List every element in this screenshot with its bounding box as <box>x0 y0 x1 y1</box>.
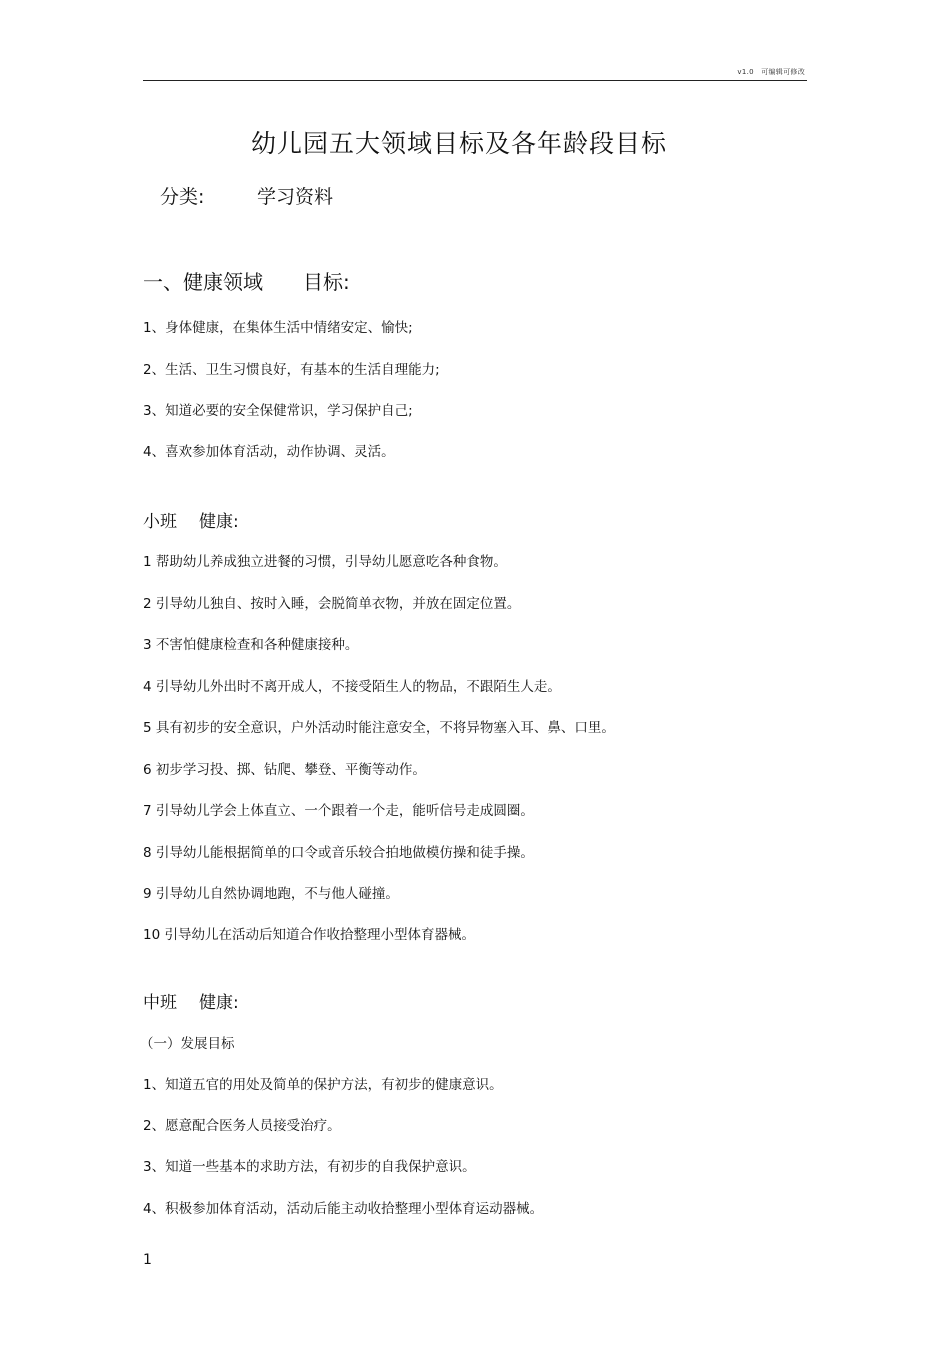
health-section-heading <box>143 266 350 295</box>
small-class-item: 9 引导幼儿自然协调地跑，不与他人碰撞。 <box>143 886 399 902</box>
health-goal-item: 1、身体健康，在集体生活中情绪安定、愉快; <box>143 320 413 336</box>
category-line <box>160 182 333 209</box>
middle-class-item: 2、愿意配合医务人员接受治疗。 <box>143 1118 341 1134</box>
middle-class-item: 1、知道五官的用处及简单的保护方法，有初步的健康意识。 <box>143 1077 503 1093</box>
small-class-heading <box>143 507 239 532</box>
small-class-item: 8 引导幼儿能根据简单的口令或音乐较合拍地做模仿操和徒手操。 <box>143 845 534 861</box>
version-note: v1.0 可编辑可修改 <box>737 68 805 76</box>
middle-class-heading <box>143 988 239 1013</box>
small-class-item: 2 引导幼儿独自、按时入睡，会脱简单衣物，并放在固定位置。 <box>143 596 521 612</box>
middle-class-subheading: （一）发展目标 <box>140 1036 235 1052</box>
small-class-item: 4 引导幼儿外出时不离开成人，不接受陌生人的物品，不跟陌生人走。 <box>143 679 561 695</box>
small-class-item: 1 帮助幼儿养成独立进餐的习惯，引导幼儿愿意吃各种食物。 <box>143 554 507 570</box>
health-goal-item: 3、知道必要的安全保健常识，学习保护自己; <box>143 403 413 419</box>
small-class-name: 小班 <box>143 512 177 532</box>
category-label: 分类: <box>160 186 205 208</box>
small-class-item: 3 不害怕健康检查和各种健康接种。 <box>143 637 359 653</box>
small-class-item: 10 引导幼儿在活动后知道合作收拾整理小型体育器械。 <box>143 927 475 943</box>
health-goal-item: 2、生活、卫生习惯良好，有基本的生活自理能力; <box>143 362 440 378</box>
middle-class-item: 4、积极参加体育活动，活动后能主动收拾整理小型体育运动器械。 <box>143 1201 544 1217</box>
small-class-domain: 健康: <box>199 512 239 532</box>
middle-class-domain: 健康: <box>199 993 239 1013</box>
page-number: 1 <box>143 1252 152 1268</box>
health-goal-item: 4、喜欢参加体育活动，动作协调、灵活。 <box>143 444 395 460</box>
category-value: 学习资料 <box>257 186 334 208</box>
health-section-title: 一、健康领域 <box>143 270 263 294</box>
middle-class-name: 中班 <box>143 993 177 1013</box>
small-class-item: 5 具有初步的安全意识，户外活动时能注意安全，不将异物塞入耳、鼻、口里。 <box>143 720 615 736</box>
small-class-item: 7 引导幼儿学会上体直立、一个跟着一个走，能听信号走成圆圈。 <box>143 803 534 819</box>
middle-class-item: 3、知道一些基本的求助方法，有初步的自我保护意识。 <box>143 1159 476 1175</box>
health-section-suffix: 目标: <box>303 270 350 294</box>
document-title: 幼儿园五大领域目标及各年龄段目标 <box>250 129 667 158</box>
small-class-item: 6 初步学习投、掷、钻爬、攀登、平衡等动作。 <box>143 762 426 778</box>
header-rule <box>143 80 807 81</box>
